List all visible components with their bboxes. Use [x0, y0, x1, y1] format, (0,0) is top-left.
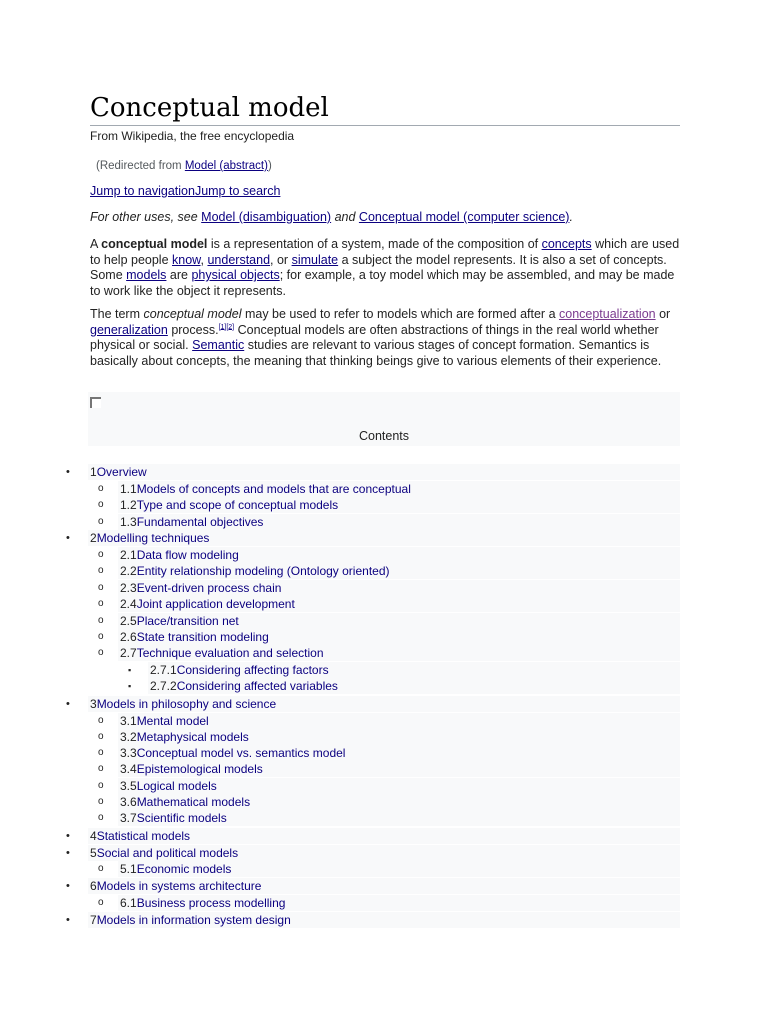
toc-bullet: •: [66, 830, 70, 842]
physical-objects-link[interactable]: physical objects: [191, 268, 280, 282]
reference-link[interactable]: [1][2]: [218, 323, 235, 331]
toc-item[interactable]: [118, 629, 680, 645]
toc-item[interactable]: [118, 613, 680, 629]
toc-bullet: o: [98, 796, 104, 807]
toc-item-number: 7: [90, 913, 97, 927]
toc-item[interactable]: [88, 878, 680, 894]
toc-item-number: 3.7: [120, 811, 137, 825]
simulate-link[interactable]: simulate: [291, 252, 339, 267]
toc-item[interactable]: [118, 778, 680, 794]
toc-item-label[interactable]: Metaphysical models: [136, 730, 249, 744]
toc-item-label[interactable]: Considering affected variables: [176, 679, 338, 693]
toc-bullet: •: [66, 532, 70, 544]
toc-item-number: 3: [90, 697, 97, 711]
toc-bullet: o: [98, 483, 104, 494]
toc-item-label[interactable]: Economic models: [136, 862, 232, 876]
toc-item-number: 3.6: [120, 795, 137, 809]
toc-item-label[interactable]: Data flow modeling: [136, 548, 239, 562]
second-paragraph: The term conceptual model may be used to refer to models which are formed after a conceptualization or generalization process.[1][2] Conceptual models are often abstractions of things in the real world whether physical or social. Semantic studies are relevant to various stages of concept formation. Semantics is basically about concepts, the meaning that thinking beings give to various elements of their experience.: [90, 307, 671, 368]
toc-item-number: 3.1: [120, 714, 137, 728]
toc-item[interactable]: [118, 745, 680, 761]
toc-item-number: 5: [90, 846, 97, 860]
cs-conceptual-model-link[interactable]: Conceptual model (computer science): [358, 210, 570, 224]
toc-item[interactable]: [88, 530, 680, 546]
toc-item-label[interactable]: Place/transition net: [136, 614, 239, 628]
semantic-link[interactable]: Semantic: [192, 338, 245, 352]
toc-item[interactable]: [118, 547, 680, 563]
toc-bullet: o: [98, 812, 104, 823]
toc-bullet: ▪: [128, 681, 132, 691]
toc-item[interactable]: [148, 662, 680, 678]
toc-item-number: 4: [90, 829, 97, 843]
bold-term: conceptual model: [101, 237, 208, 251]
toc-item-label[interactable]: Scientific models: [136, 811, 227, 825]
redirect-notice: (Redirected from Model (abstract)): [96, 160, 272, 172]
toc-item-number: 2.7: [120, 646, 137, 660]
toc-item[interactable]: [88, 828, 680, 844]
toc-bullet: o: [98, 715, 104, 726]
toc-item-label[interactable]: Technique evaluation and selection: [136, 646, 324, 660]
toc-bullet: o: [98, 780, 104, 791]
toc-item-number: 2.7.1: [150, 663, 177, 677]
toc-item-label[interactable]: Entity relationship modeling (Ontology oriented): [136, 564, 390, 578]
toc-item[interactable]: [118, 713, 680, 729]
toc-bullet: ▪: [128, 665, 132, 675]
toc-item-number: 6: [90, 879, 97, 893]
toc-item-number: 2.4: [120, 597, 137, 611]
toc-bullet: •: [66, 698, 70, 710]
hatnote: For other uses, see Model (disambiguation) and Conceptual model (computer science).: [90, 210, 573, 224]
intro-paragraph: A conceptual model is a representation of a system, made of the composition of concepts which are used to help people know, understand, or simulate a subject the model represents. It is also a set of concepts. Some models are physical objects; for example, a toy model which may be assembled, and may be made to work like the object it represents.: [90, 237, 680, 298]
toc-bullet: o: [98, 763, 104, 774]
models-link[interactable]: models: [126, 268, 167, 282]
toc-item-number: 2.7.2: [150, 679, 177, 693]
toc-item-label[interactable]: Statistical models: [96, 829, 191, 843]
toc-bullet: •: [66, 847, 70, 859]
toc-item-label[interactable]: Business process modelling: [136, 896, 286, 910]
toc-item-number: 5.1: [120, 862, 137, 876]
toc-item-label[interactable]: Mental model: [136, 714, 209, 728]
understand-link[interactable]: understand: [207, 252, 271, 267]
toc-item[interactable]: [88, 696, 680, 712]
toc-item-label[interactable]: Models in systems architecture: [96, 879, 262, 893]
toc-item-label[interactable]: Considering affecting factors: [176, 663, 329, 677]
toc-item-label[interactable]: Models in philosophy and science: [96, 697, 277, 711]
jump-links: [90, 184, 280, 198]
toc-item[interactable]: [88, 464, 680, 480]
toc-item-number: 1.3: [120, 515, 137, 529]
toc-item-number: 3.4: [120, 762, 137, 776]
toc-item[interactable]: [118, 481, 680, 497]
toc-item-label[interactable]: Event-driven process chain: [136, 581, 282, 595]
toc-item-label[interactable]: Models of concepts and models that are conceptual: [136, 482, 411, 496]
toc-item-label[interactable]: Logical models: [136, 779, 217, 793]
toc-item[interactable]: [118, 761, 680, 777]
toc-item-number: 2.1: [120, 548, 137, 562]
toc-item-label[interactable]: Modelling techniques: [96, 531, 210, 545]
toc-item-label[interactable]: Joint application development: [136, 597, 295, 611]
toc-item-number: 2.3: [120, 581, 137, 595]
toc-item[interactable]: [118, 794, 680, 810]
know-link[interactable]: know: [172, 252, 201, 267]
page-title: Conceptual model: [90, 92, 680, 126]
jump-to-search-link[interactable]: Jump to search: [194, 184, 281, 198]
toc-bullet: o: [98, 516, 104, 527]
toc-item-number: 3.5: [120, 779, 137, 793]
toc-bullet: o: [98, 897, 104, 908]
toc-item-number: 2.5: [120, 614, 137, 628]
toc-bullet: o: [98, 582, 104, 593]
jump-to-navigation-link[interactable]: Jump to navigation: [90, 184, 195, 198]
toc-item[interactable]: [118, 497, 680, 513]
toc-bullet: o: [98, 549, 104, 560]
toc-item-label[interactable]: Mathematical models: [136, 795, 251, 809]
toc-item[interactable]: [88, 845, 680, 861]
toc-item[interactable]: [118, 861, 680, 877]
toc-item[interactable]: [118, 729, 680, 745]
toc-bullet: o: [98, 598, 104, 609]
toc-bullet: •: [66, 914, 70, 926]
concepts-link[interactable]: concepts: [541, 237, 592, 251]
toc-item-label[interactable]: Social and political models: [96, 846, 239, 860]
toc-bullet: o: [98, 647, 104, 658]
toc-item-number: 3.2: [120, 730, 137, 744]
toc-item[interactable]: [88, 912, 680, 928]
generalization-link[interactable]: generalization: [90, 322, 168, 337]
toc-bullet: o: [98, 615, 104, 626]
toc-bullet: o: [98, 747, 104, 758]
toc-item-label[interactable]: Type and scope of conceptual models: [136, 498, 339, 512]
toc-item[interactable]: [118, 563, 680, 579]
toc-bullet: o: [98, 863, 104, 874]
redirect-source-link[interactable]: Model (abstract): [184, 160, 268, 172]
toc-item-number: 3.3: [120, 746, 137, 760]
toc-bullet: •: [66, 466, 70, 478]
toc-item-label[interactable]: Epistemological models: [136, 762, 263, 776]
toc-bullet: •: [66, 880, 70, 892]
toc-item-number: 1: [90, 465, 97, 479]
toc-item-label[interactable]: Conceptual model vs. semantics model: [136, 746, 346, 760]
toc-item[interactable]: [118, 514, 680, 530]
toc-item[interactable]: [118, 645, 680, 661]
toc-item-number: 1.1: [120, 482, 137, 496]
toc-toggle-checkbox[interactable]: [90, 397, 101, 408]
toc-item-number: 6.1: [120, 896, 137, 910]
toc-item[interactable]: [118, 580, 680, 596]
toc-item-number: 2.2: [120, 564, 137, 578]
conceptualization-link[interactable]: conceptualization: [559, 307, 656, 321]
toc-item[interactable]: [118, 596, 680, 612]
site-tagline: From Wikipedia, the free encyclopedia: [90, 129, 295, 143]
disambiguation-link[interactable]: Model (disambiguation): [201, 210, 332, 224]
toc-bullet: o: [98, 499, 104, 510]
toc-bullet: o: [98, 565, 104, 576]
toc-item[interactable]: [118, 810, 680, 826]
toc-title: Contents: [358, 429, 410, 443]
toc-item-label[interactable]: State transition modeling: [136, 630, 269, 644]
toc-item-label[interactable]: Fundamental objectives: [136, 515, 264, 529]
toc-item[interactable]: [148, 678, 680, 694]
toc-header: [88, 392, 680, 446]
toc-item-number: 2: [90, 531, 97, 545]
toc-item-number: 1.2: [120, 498, 137, 512]
toc-item[interactable]: [118, 895, 680, 911]
toc-item-label[interactable]: Models in information system design: [96, 913, 291, 927]
toc-item-label[interactable]: Overview: [96, 465, 147, 479]
toc-bullet: o: [98, 731, 104, 742]
toc-item-number: 2.6: [120, 630, 137, 644]
toc-bullet: o: [98, 631, 104, 642]
